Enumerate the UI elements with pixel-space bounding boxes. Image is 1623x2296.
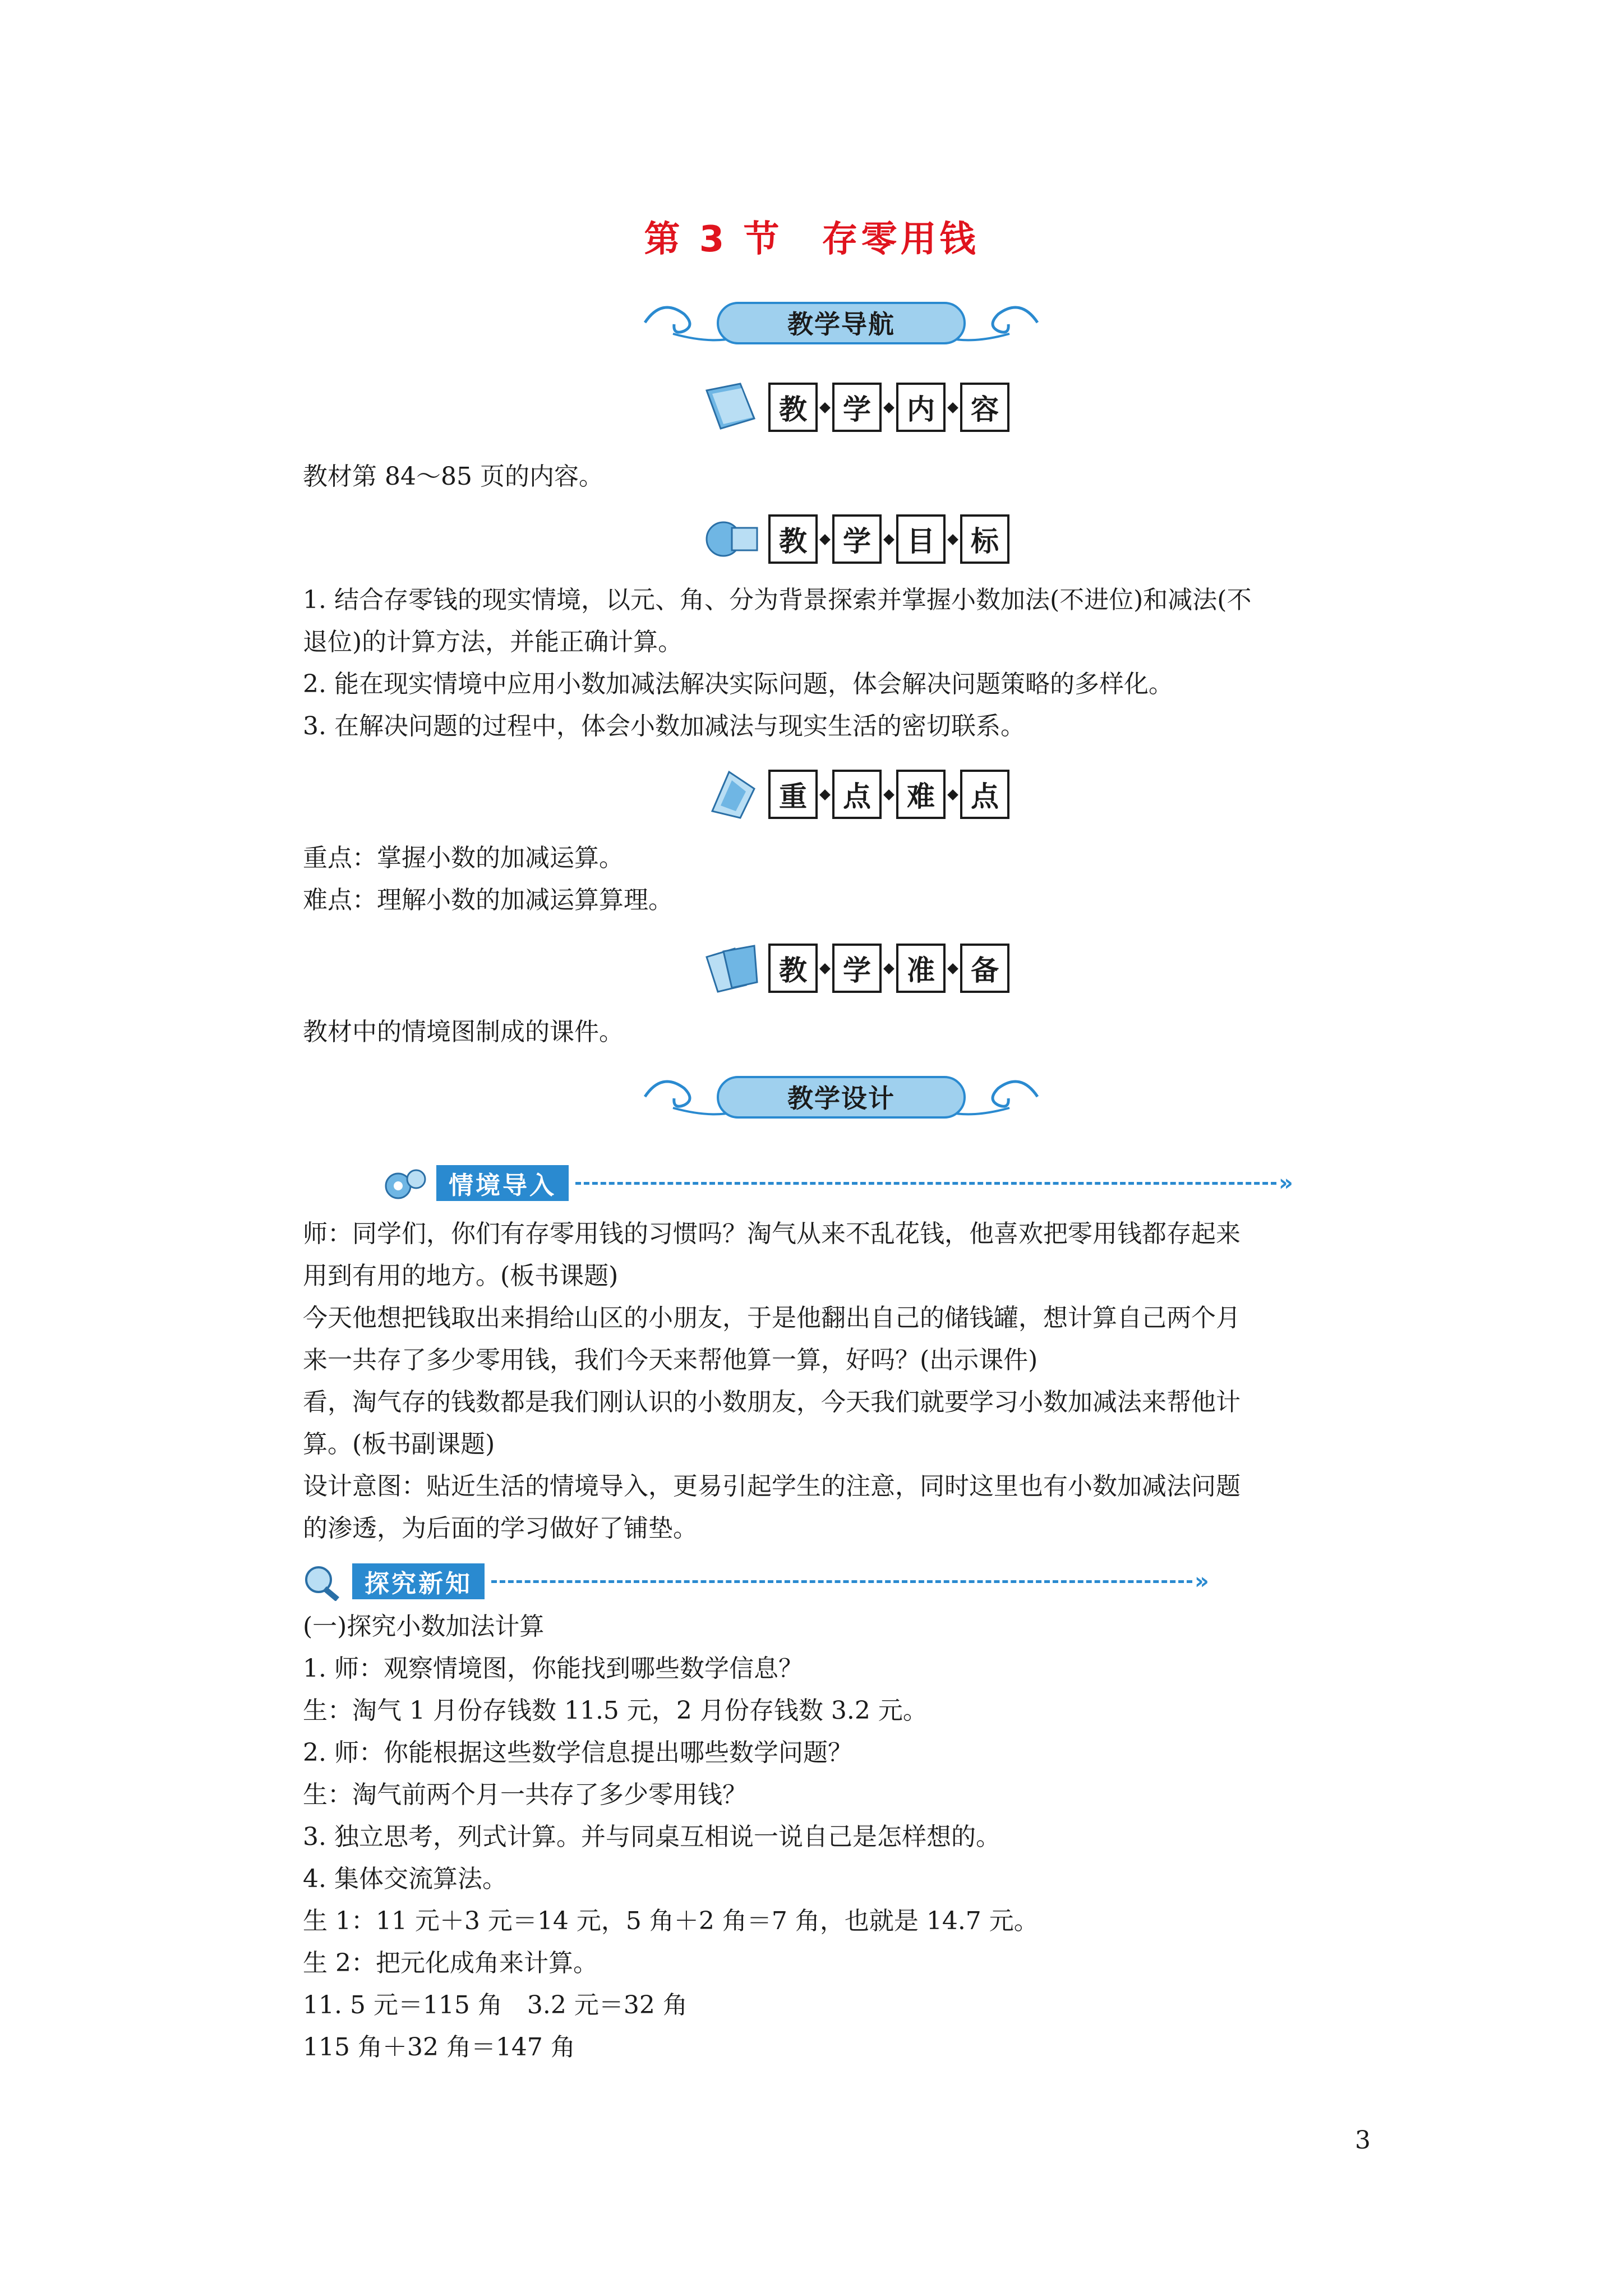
section-char: 点 (971, 780, 999, 813)
goal-line: 1. 结合存零钱的现实情境，以元、角、分为背景探索并掌握小数加法(不进位)和减法(不 (303, 586, 1252, 614)
double-chevron-icon: » (1279, 1170, 1293, 1196)
book-icon (701, 379, 763, 435)
section-char: 教 (779, 524, 807, 558)
banner-label: 教学导航 (787, 309, 895, 339)
section-char: 目 (907, 524, 935, 558)
section-char: 教 (779, 393, 807, 426)
section-char: 容 (971, 393, 999, 426)
section-char: 内 (907, 393, 935, 426)
section-key-points (701, 769, 1024, 820)
page-title: 第 3 节 存零用钱 (644, 219, 979, 260)
banner-label: 教学设计 (787, 1083, 895, 1114)
paragraph-line: 11. 5 元＝115 角 3.2 元＝32 角 (303, 1991, 688, 2019)
prep-text: 教材中的情境图制成的课件。 (303, 1018, 624, 1046)
paragraph-line: 今天他想把钱取出来捐给山区的小朋友，于是他翻出自己的储钱罐，想计算自己两个月 (303, 1304, 1241, 1332)
paragraph-line: 来一共存了多少零用钱，我们今天来帮他算一算，好吗？(出示课件) (303, 1346, 1038, 1374)
dashed-divider (491, 1580, 1192, 1583)
content-text: 教材第 84～85 页的内容。 (303, 462, 603, 491)
paragraph-line: 的渗透，为后面的学习做好了铺垫。 (303, 1514, 698, 1543)
paragraph-line: (一)探究小数加法计算 (303, 1612, 545, 1641)
paragraph-line: 2. 师：你能根据这些数学信息提出哪些数学问题？ (303, 1738, 852, 1767)
papers-icon (701, 940, 763, 996)
gears-icon (381, 1163, 432, 1203)
section-char: 重 (779, 780, 807, 813)
paragraph-line: 4. 集体交流算法。 (303, 1865, 507, 1893)
paragraph-line: 用到有用的地方。(板书课题) (303, 1262, 619, 1290)
paragraph-line: 3. 独立思考，列式计算。并与同桌互相说一说自己是怎样想的。 (303, 1823, 1000, 1851)
section-char: 教 (779, 954, 807, 987)
page-number: 3 (1355, 2126, 1371, 2155)
section-char: 备 (971, 954, 999, 987)
section-char: 学 (843, 393, 871, 426)
phase-situation-intro (381, 1164, 1293, 1202)
magnifier-icon (297, 1562, 348, 1601)
phase-explore-new (297, 1562, 1209, 1600)
goal-line: 退位)的计算方法，并能正确计算。 (303, 628, 683, 656)
keypoint-line: 重点：掌握小数的加减运算。 (303, 844, 624, 872)
phase-label: 情境导入 (436, 1165, 569, 1201)
paragraph-line: 看，淘气存的钱数都是我们刚认识的小数朋友，今天我们就要学习小数加减法来帮他计 (303, 1388, 1241, 1416)
telescope-icon (701, 511, 763, 567)
banner-teaching-navigation (639, 292, 1043, 353)
paragraph-line: 115 角＋32 角＝147 角 (303, 2033, 575, 2062)
paragraph-line: 生 1：11 元＋3 元＝14 元，5 角＋2 角＝7 角，也就是 14.7 元。 (303, 1907, 1039, 1935)
section-char: 点 (843, 780, 871, 813)
double-chevron-icon: » (1195, 1568, 1209, 1594)
goal-line: 2. 能在现实情境中应用小数加减法解决实际问题，体会解决问题策略的多样化。 (303, 670, 1173, 698)
paragraph-line: 师：同学们，你们有存零用钱的习惯吗？淘气从来不乱花钱，他喜欢把零用钱都存起来 (303, 1220, 1241, 1248)
section-char: 难 (907, 780, 935, 813)
section-teaching-goals (701, 513, 1024, 565)
paragraph-line: 算。(板书副课题) (303, 1430, 495, 1458)
paragraph-line: 生：淘气前两个月一共存了多少零用钱？ (303, 1780, 747, 1809)
paragraph-line: 设计意图：贴近生活的情境导入，更易引起学生的注意，同时这里也有小数加减法问题 (303, 1472, 1241, 1501)
paragraph-line: 生：淘气 1 月份存钱数 11.5 元，2 月份存钱数 3.2 元。 (303, 1696, 928, 1725)
section-preparation (701, 942, 1024, 994)
keypoint-line: 难点：理解小数的加减运算算理。 (303, 886, 673, 914)
section-char: 学 (843, 954, 871, 987)
section-char: 学 (843, 524, 871, 558)
section-teaching-content (701, 381, 1024, 433)
goal-line: 3. 在解决问题的过程中，体会小数加减法与现实生活的密切联系。 (303, 712, 1025, 740)
section-char: 准 (907, 954, 935, 987)
dashed-divider (575, 1182, 1276, 1185)
paragraph-line: 生 2：把元化成角来计算。 (303, 1949, 598, 1977)
banner-teaching-design (639, 1066, 1043, 1128)
paragraph-line: 1. 师：观察情境图，你能找到哪些数学信息？ (303, 1654, 803, 1683)
phase-label: 探究新知 (352, 1563, 485, 1599)
section-char: 标 (971, 524, 999, 558)
crystal-icon (701, 766, 763, 822)
